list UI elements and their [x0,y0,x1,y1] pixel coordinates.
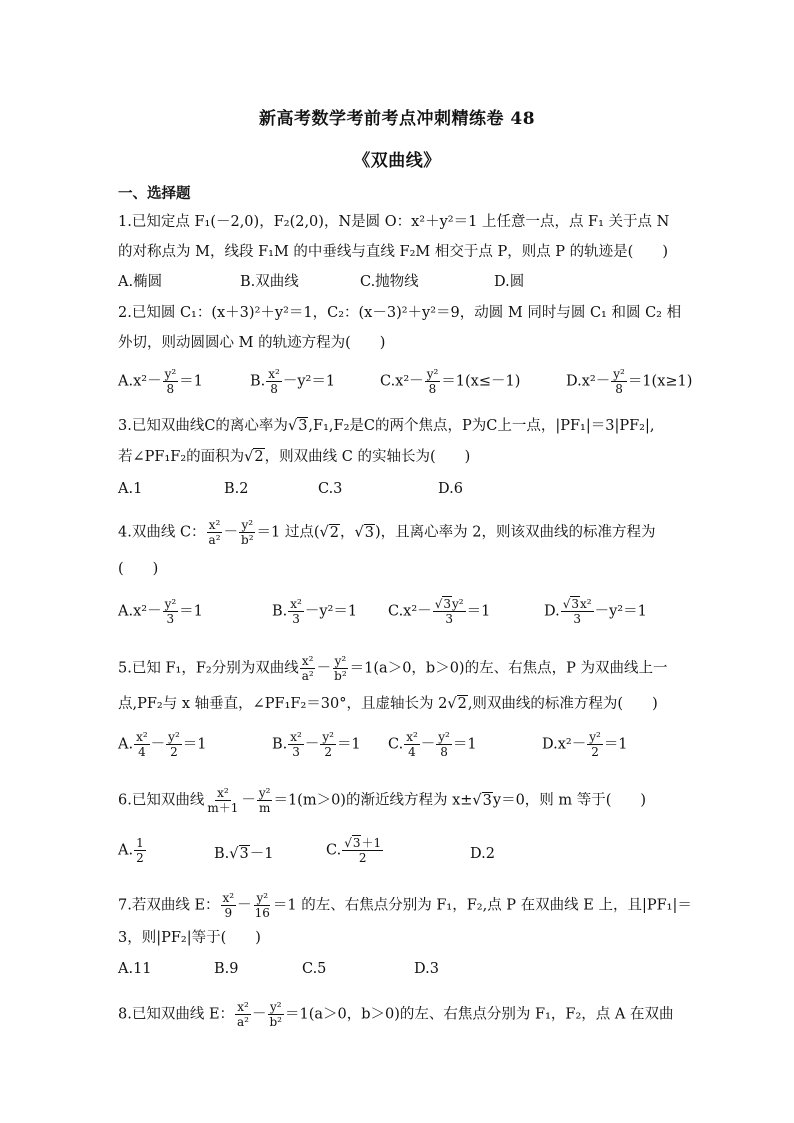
q6-option-c: C. $\frac{√3+1}{2}$ [326,836,382,865]
q1-line1: 1.已知定点 F₁(－2,0)，F₂(2,0)，N是圆 O：x²＋y²＝1 上任意一点，点 F₁ 关于点 N [118,214,670,230]
q6-option-b: B.√3－1 [214,846,274,862]
q2-line1: 2.已知圆 C₁：(x＋3)²＋y²＝1，C₂：(x－3)²＋y²＝9，动圆 M 同时与圆 C₁ 和圆 C₂ 相 [118,305,682,321]
q4-option-c: C.x²－ $\frac{\text{√3y²}}{3}$ ＝1 [388,597,491,626]
q3-option-b: B.2 [224,481,249,497]
q1-option-a: A.椭圆 [118,274,163,290]
q8-line1: 8.已知双曲线 E： $\frac{\text{x²}}{\text{a²}}$ － $\frac{\text{y²}}{\text{b²}}$ ＝1(a＞0，b＞0)的左、右焦点分别为 F₁，F₂，点 A 在双曲 [118,1000,674,1029]
q1-option-d: D.圆 [494,274,525,290]
q5-option-a: A. $\frac{\text{x²}}{4}$ － $\frac{\text{y²}}{2}$ ＝1 [118,730,207,759]
q4-line2: ( ) [118,561,159,577]
q6-option-a: A. $\frac{1}{2}$ [118,836,144,865]
q7-line1: 7.若双曲线 E： $\frac{\text{x²}}{9}$ － $\frac{\text{y²}}{16}$ ＝1 的左、右焦点分别为 F₁，F₂,点 P 在双曲线 E 上，且|PF₁|＝ [118,891,692,920]
q5-option-c: C. $\frac{\text{x²}}{4}$ － $\frac{\text{y²}}{8}$ ＝1 [388,730,477,759]
q6-line1: 6.已知双曲线 $\frac{\text{x²}}{m+1}$ － $\frac{\text{y²}}{m}$ ＝1(m＞0)的渐近线方程为 x±√3y＝0，则 m 等于( ) [118,786,647,815]
q3-line1: 3.已知双曲线C的离心率为√3,F₁,F₂是C的两个焦点，P为C上一点，|PF₁|＝3|PF₂|, [118,418,655,434]
q2-line2: 外切，则动圆圆心 M 的轨迹方程为( ) [118,335,386,351]
q5-option-b: B. $\frac{\text{x²}}{3}$ － $\frac{\text{y²}}{2}$ ＝1 [272,730,361,759]
q3-line2: 若∠PF₁F₂的面积为√2，则双曲线 C 的实轴长为( ) [118,449,471,465]
q7-option-d: D.3 [414,961,439,977]
q3-option-a: A.1 [118,481,143,497]
q3-option-c: C.3 [318,481,343,497]
q1-option-b: B.双曲线 [240,274,299,290]
q4-option-d: D. $\frac{\text{√3x²}}{3}$ －y²＝1 [544,597,647,626]
q2-option-d: D.x²－ $\frac{\text{y²}}{8}$ ＝1(x≥1) [566,367,693,396]
q7-option-a: A.11 [118,961,152,977]
section-heading: 一、选择题 [118,185,191,202]
q5-line1: 5.已知 F₁，F₂分别为双曲线 $\frac{\text{x²}}{\text{a²}}$ － $\frac{\text{y²}}{\text{b²}}$ ＝1(a＞0，b＞0)的左、右焦点，P 为双曲线上一 [118,654,668,683]
q5-line2: 点,PF₂与 x 轴垂直，∠PF₁F₂＝30°，且虚轴长为 2√2,则双曲线的标准方程为( ) [118,696,658,712]
page-title: 新高考数学考前考点冲刺精练卷 48 [258,109,536,129]
q7-line2: 3，则|PF₂|等于( ) [118,930,261,946]
q4-option-a: A.x²－ $\frac{\text{y²}}{3}$ ＝1 [118,597,203,626]
q2-option-b: B. $\frac{\text{x²}}{8}$ －y²＝1 [250,367,336,396]
q3-option-d: D.6 [438,481,463,497]
q1-option-c: C.抛物线 [360,274,419,290]
q7-option-b: B.9 [214,961,239,977]
q2-option-a: A.x²－ $\frac{\text{y²}}{8}$ ＝1 [118,367,203,396]
q1-line2: 的对称点为 M，线段 F₁M 的中垂线与直线 F₂M 相交于点 P，则点 P 的轨迹是( ) [118,244,668,260]
q6-option-d: D.2 [470,846,495,862]
page-subtitle: 《双曲线》 [353,151,441,171]
q5-option-d: D.x²－ $\frac{\text{y²}}{2}$ ＝1 [542,730,628,759]
q2-option-c: C.x²－ $\frac{\text{y²}}{8}$ ＝1(x≤－1) [380,367,521,396]
q4-line1: 4.双曲线 C： $\frac{\text{x²}}{\text{a²}}$ － $\frac{\text{y²}}{\text{b²}}$ ＝1 过点(√2，√3)，且离心率为 2，则该双曲线的标准方程为 [118,518,656,547]
q4-option-b: B. $\frac{\text{x²}}{3}$ －y²＝1 [272,597,358,626]
q7-option-c: C.5 [302,961,327,977]
